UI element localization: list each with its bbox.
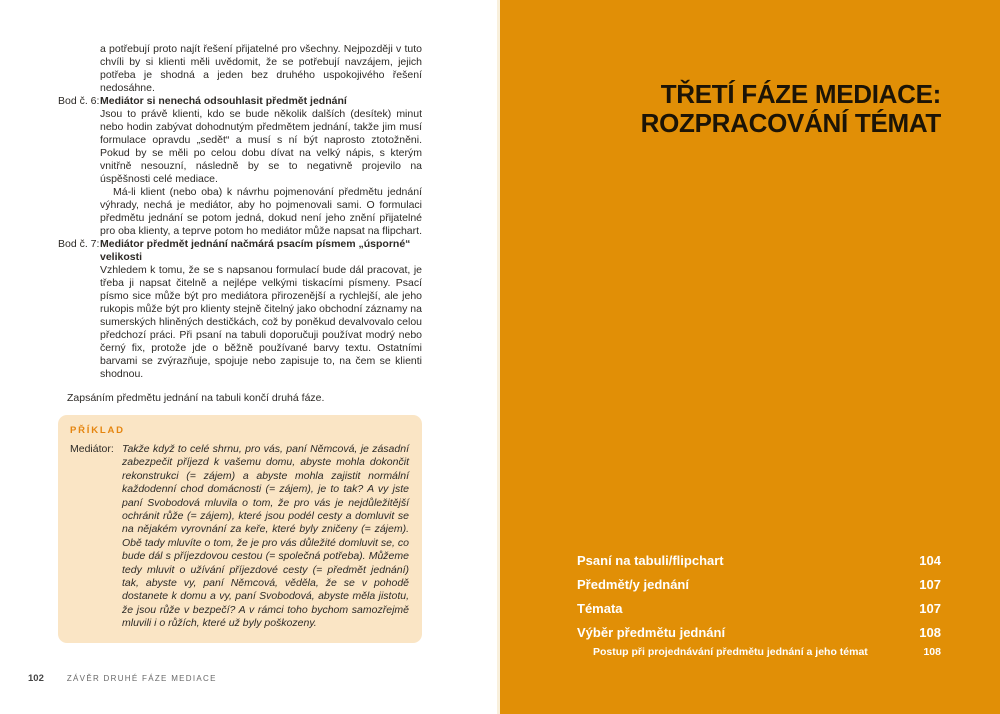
- toc-entry-page: 108: [923, 646, 941, 658]
- toc-entry-label: Výběr předmětu jednání: [577, 625, 726, 640]
- page-footer: [28, 673, 217, 684]
- closing-line: Zapsáním předmětu jednání na tabuli končí druhá fáze.: [67, 391, 325, 404]
- toc-subentry-postup[interactable]: [577, 646, 941, 658]
- toc-entry-page: 108: [919, 625, 941, 640]
- toc-entry-label: Psaní na tabuli/flipchart: [577, 553, 724, 568]
- point-7-heading-row: [58, 238, 422, 264]
- toc-entry-label: Postup při projednávání předmětu jednání a jeho témat: [593, 646, 868, 658]
- toc-entry-label: Předmět/y jednání: [577, 577, 689, 592]
- point-6-heading: Mediátor si nenechá odsouhlasit předmět jednání: [100, 95, 347, 107]
- point-6-paragraph-1: Jsou to právě klienti, kdo se bude několik dalších (desítek) minut nebo hodin zabývat dohodnutým předmětem jednání, takže jim musí formulace opravdu „sedět“ a musí s ní být naprosto ztotožněni. Pokud by se měli po celou dobu dívat na velký nápis, s kterým vnitřně nesouzní, následně by se to negativně projevilo na úspěšnosti celé mediace.: [100, 108, 422, 185]
- point-6-paragraph-2: Má-li klient (nebo oba) k návrhu pojmenování předmětu jednání výhrady, nechá je mediátor, aby ho pojmenovali sami. O formulaci předmětu jednání se potom jedná, dokud není jeho znění přijatelné pro oba klienty, a teprve potom ho mediátor může napsat na flipchart.: [100, 186, 422, 237]
- chapter-title-line-1: TŘETÍ FÁZE MEDIACE:: [660, 79, 941, 109]
- chapter-title: [641, 80, 941, 138]
- chapter-toc: [577, 554, 941, 658]
- point-6-label: Bod č. 6:: [58, 95, 100, 107]
- intro-paragraph: a potřebují proto najít řešení přijatelné pro všechny. Nejpozději v tuto chvíli by si klienti měli uvědomit, že se potřebují navzájem, jejich potřeba je shodná a jeden bez druhého uspokojivého řešení nedosáhne.: [100, 43, 422, 94]
- toc-entry-vyber-predmetu[interactable]: [577, 626, 941, 640]
- point-7-heading: Mediátor předmět jednání načmárá psacím písmem „úsporné“ velikosti: [100, 238, 411, 263]
- footer-section-title: ZÁVĚR DRUHÉ FÁZE MEDIACE: [66, 674, 217, 683]
- left-page-content: [58, 43, 422, 643]
- point-6-heading-row: [58, 95, 422, 108]
- point-7-label: Bod č. 7:: [58, 238, 100, 250]
- chapter-title-line-2: ROZPRACOVÁNÍ TÉMAT: [640, 108, 941, 138]
- toc-entry-label: Témata: [577, 601, 623, 616]
- toc-entry-psani-na-tabuli[interactable]: [577, 554, 941, 568]
- footer-page-number: 102: [28, 673, 44, 684]
- point-7-paragraph-1: Vzhledem k tomu, že se s napsanou formulací bude dál pracovat, je třeba ji napsat čitelně a nejlépe velkými tiskacími písmeny. Psací písmo sice může být pro mediátora přirozenější a rychlejší, ale jeho rukopis může být pro klienty stejně čitelný jako obchodní záznamy na sumerských hliněných destičkách, což by poněkud devalvovalo celou předchozí práci. Při psaní na tabuli doporučuji používat modrý nebo černý fix, protože jde o běžně používané barvy textu. Ostatními barvami se zvýrazňuje, spojuje nebo zapisuje to, na čem se klienti shodnou.: [100, 264, 422, 380]
- example-box: [58, 415, 422, 643]
- toc-entry-page: 107: [919, 577, 941, 592]
- toc-entry-page: 107: [919, 601, 941, 616]
- example-speaker: Mediátor:: [70, 443, 114, 455]
- toc-entry-temata[interactable]: [577, 602, 941, 616]
- example-dialogue: [70, 443, 409, 631]
- toc-entry-predmet-jednani[interactable]: [577, 578, 941, 592]
- example-text: Takže když to celé shrnu, pro vás, paní Němcová, je zásadní zabezpečit příjezd k vašemu domu, abyste mohla dokončit rekonstrukci (= zájem) a abyste mohla zajistit normální každodenní chod domácnosti (= zájem), je to tak? A vy jste paní Svobodová mluvila o tom, že pro vás je nejdůležitější ochránit růže (= zájem), které jsou podél cesty a domluvit se na nějakém vyrovnání za keře, které byly zničeny (= zájem). Obě tady mluvíte o tom, že je pro vás důležité domluvit se, co bude dál s příjezdovou cestou (= společná potřeba). Můžeme tedy mluvit o užívání příjezdové cesty (= předmět jednání) tak, abyste vy, paní Němcová, věděla, že se v pohodě dostanete k domu a vy, paní Svobodová, abyste měla jistotu, že jsou růže v bezpečí? A v rámci toho bychom samozřejmě mluvili i o růžích, které už byly poškozeny.: [122, 443, 409, 630]
- right-page: [500, 0, 1000, 714]
- example-box-label: PŘÍKLAD: [70, 425, 125, 436]
- toc-entry-page: 104: [919, 553, 941, 568]
